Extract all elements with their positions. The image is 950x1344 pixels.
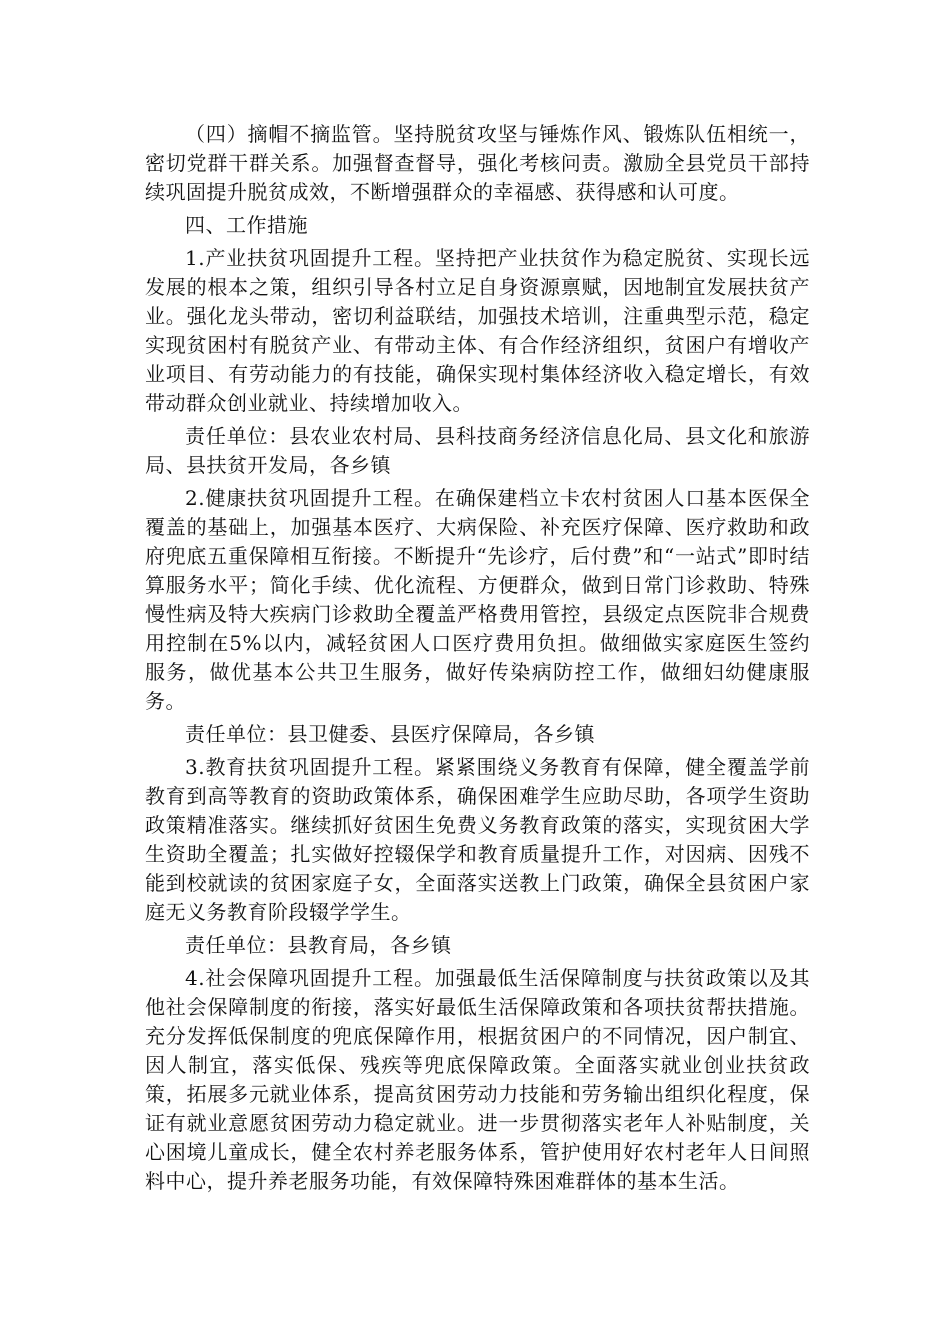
paragraph-responsible-units-3: 责任单位：县教育局，各乡镇 [185,933,452,957]
paragraph-social-security: 4.社会保障巩固提升工程。加强最低生活保障制度与扶贫政策以及其他社会保障制度的衔接，落实好最低生活保障政策和各项扶贫帮扶措施。充分发挥低保制度的兜底保障作用，根据贫困户的不同情况，因户制宜、因人制宜，落实低保、残疾等兜底保障政策。全面落实就业创业扶贫政策，拓展多元就业体系，提高贫困劳动力技能和劳务输出组织化程度，保证有就业意愿贫困劳动力稳定就业。进一步贯彻落实老年人补贴制度，关心困境儿童成长，健全农村养老服务体系，管护使用好农村老年人日间照料中心，提升养老服务功能，有效保障特殊困难群体的基本生活。 [145,966,810,1193]
paragraph-education-poverty: 3.教育扶贫巩固提升工程。紧紧围绕义务教育有保障，健全覆盖学前教育到高等教育的资助政策体系，确保困难学生应助尽助，各项学生资助政策精准落实。继续抓好贫困生免费义务教育政策的落实，实现贫困大学生资助全覆盖；扎实做好控辍保学和教育质量提升工作，对因病、因残不能到校就读的贫困家庭子女，全面落实送教上门政策，确保全县贫困户家庭无义务教育阶段辍学学生。 [145,755,810,924]
paragraph-responsible-units-1: 责任单位：县农业农村局、县科技商务经济信息化局、县文化和旅游局、县扶贫开发局，各乡镇 [145,424,810,477]
paragraph-responsible-units-2: 责任单位：县卫健委、县医疗保障局，各乡镇 [185,722,595,746]
paragraph-industry-poverty: 1.产业扶贫巩固提升工程。坚持把产业扶贫作为稳定脱贫、实现长远发展的根本之策，组织引导各村立足自身资源禀赋，因地制宜发展扶贫产业。强化龙头带动，密切利益联结，加强技术培训，注重典型示范，稳定实现贫困村有脱贫产业、有带动主体、有合作经济组织，贫困户有增收产业项目、有劳动能力的有技能，确保实现村集体经济收入稳定增长，有效带动群众创业就业、持续增加收入。 [145,246,810,415]
paragraph-health-poverty: 2.健康扶贫巩固提升工程。在确保建档立卡农村贫困人口基本医保全覆盖的基础上，加强基本医疗、大病保险、补充医疗保障、医疗救助和政府兜底五重保障相互衔接。不断提升“先诊疗，后付费”和“一站式”即时结算服务水平；简化手续、优化流程、方便群众，做到日常门诊救助、特殊慢性病及特大疾病门诊救助全覆盖严格费用管控，县级定点医院非合规费用控制在5%以内，减轻贫困人口医疗费用负担。做细做实家庭医生签约服务，做优基本公共卫生服务，做好传染病防控工作，做细妇幼健康服务。 [145,486,810,713]
document-page [145,120,810,1200]
section-heading-work-measures: 四、工作措施 [185,213,308,237]
paragraph-monitoring: （四）摘帽不摘监管。坚持脱贫攻坚与锤炼作风、锻炼队伍相统一，密切党群干群关系。加强督查督导，强化考核问责。激励全县党员干部持续巩固提升脱贫成效，不断增强群众的幸福感、获得感和认可度。 [145,122,810,204]
